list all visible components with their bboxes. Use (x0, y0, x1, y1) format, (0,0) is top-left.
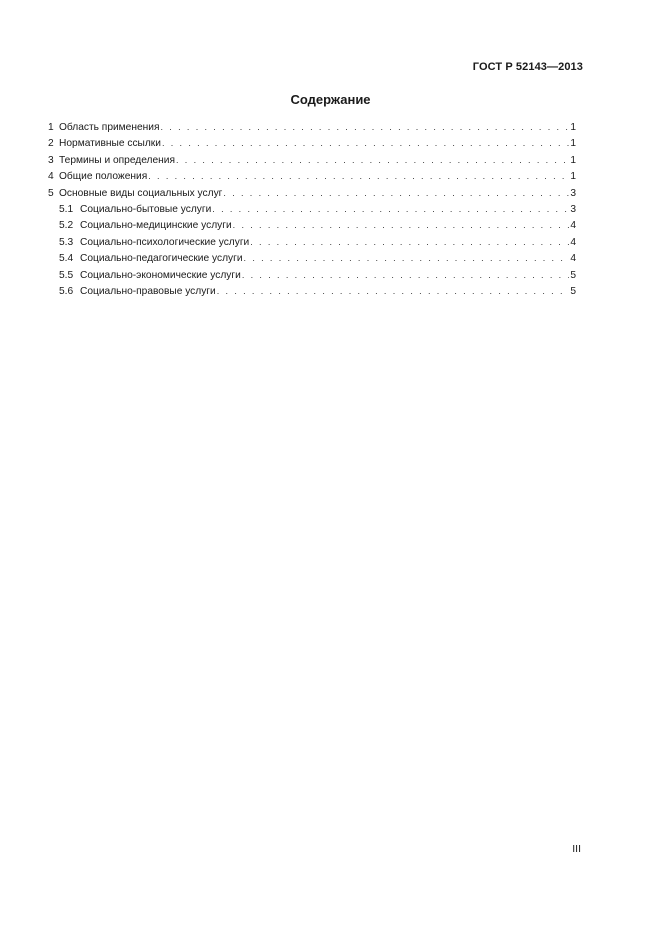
table-of-contents (48, 119, 576, 299)
dot-leader (223, 185, 569, 201)
toc-entry-page: 4 (570, 220, 576, 232)
dot-leader (212, 201, 569, 217)
dot-leader (217, 283, 570, 299)
toc-entry-page: 4 (570, 236, 576, 248)
toc-entry-label: Социально-бытовые услуги (80, 203, 212, 215)
toc-entry-number: 5.3 (59, 236, 74, 248)
toc-title: Содержание (290, 92, 371, 107)
toc-entry-label: Общие положения (59, 171, 148, 183)
toc-entry-label: Область применения (59, 122, 160, 133)
toc-entry-number: 5 (48, 187, 54, 199)
toc-entry-3[interactable] (48, 152, 576, 168)
toc-entry-number: 5.2 (59, 220, 74, 232)
toc-entry-5-1[interactable] (48, 201, 576, 217)
dot-leader (244, 250, 570, 266)
toc-entry-label: Нормативные ссылки (59, 138, 161, 150)
toc-entry-5-6[interactable] (48, 283, 576, 299)
toc-entry-5-3[interactable] (48, 234, 576, 250)
page-number: III (572, 843, 581, 855)
toc-entry-page: 5 (570, 269, 576, 281)
toc-entry-page: 1 (570, 138, 576, 150)
toc-entry-number: 2 (48, 138, 54, 150)
toc-entry-page: 4 (570, 253, 576, 265)
toc-entry-label: Основные виды социальных услуг (59, 187, 223, 199)
toc-entry-label: Социально-психологические услуги (80, 236, 250, 248)
dot-leader (160, 119, 569, 135)
toc-entry-5-2[interactable] (48, 217, 576, 233)
toc-entry-label: Социально-правовые услуги (80, 285, 216, 297)
toc-entry-page: 3 (570, 203, 576, 215)
toc-entry-4[interactable] (48, 168, 576, 184)
dot-leader (148, 168, 569, 184)
dot-leader (250, 234, 569, 250)
toc-entry-number: 1 (48, 122, 54, 133)
toc-entry-number: 5.4 (59, 253, 74, 265)
toc-entry-number: 5.1 (59, 203, 74, 215)
toc-entry-page: 5 (570, 285, 576, 297)
toc-entry-label: Термины и определения (59, 154, 175, 166)
toc-entry-label: Социально-медицинские услуги (80, 220, 232, 232)
toc-entry-label: Социально-педагогические услуги (80, 253, 243, 265)
toc-entry-1[interactable] (48, 119, 576, 135)
dot-leader (176, 152, 569, 168)
dot-leader (242, 267, 570, 283)
toc-entry-2[interactable] (48, 135, 576, 151)
toc-entry-page: 1 (570, 171, 576, 183)
toc-entry-5-5[interactable] (48, 267, 576, 283)
toc-entry-5-4[interactable] (48, 250, 576, 266)
toc-entry-number: 3 (48, 154, 54, 166)
toc-entry-number: 5.5 (59, 269, 74, 281)
toc-entry-label: Социально-экономические услуги (80, 269, 241, 281)
document-code: ГОСТ Р 52143—2013 (472, 61, 583, 73)
toc-entry-page: 1 (570, 122, 576, 133)
toc-entry-number: 4 (48, 171, 54, 183)
toc-entry-number: 5.6 (59, 285, 74, 297)
toc-entry-page: 3 (570, 187, 576, 199)
dot-leader (233, 217, 570, 233)
toc-entry-page: 1 (570, 154, 576, 166)
toc-entry-5[interactable] (48, 185, 576, 201)
dot-leader (162, 135, 569, 151)
